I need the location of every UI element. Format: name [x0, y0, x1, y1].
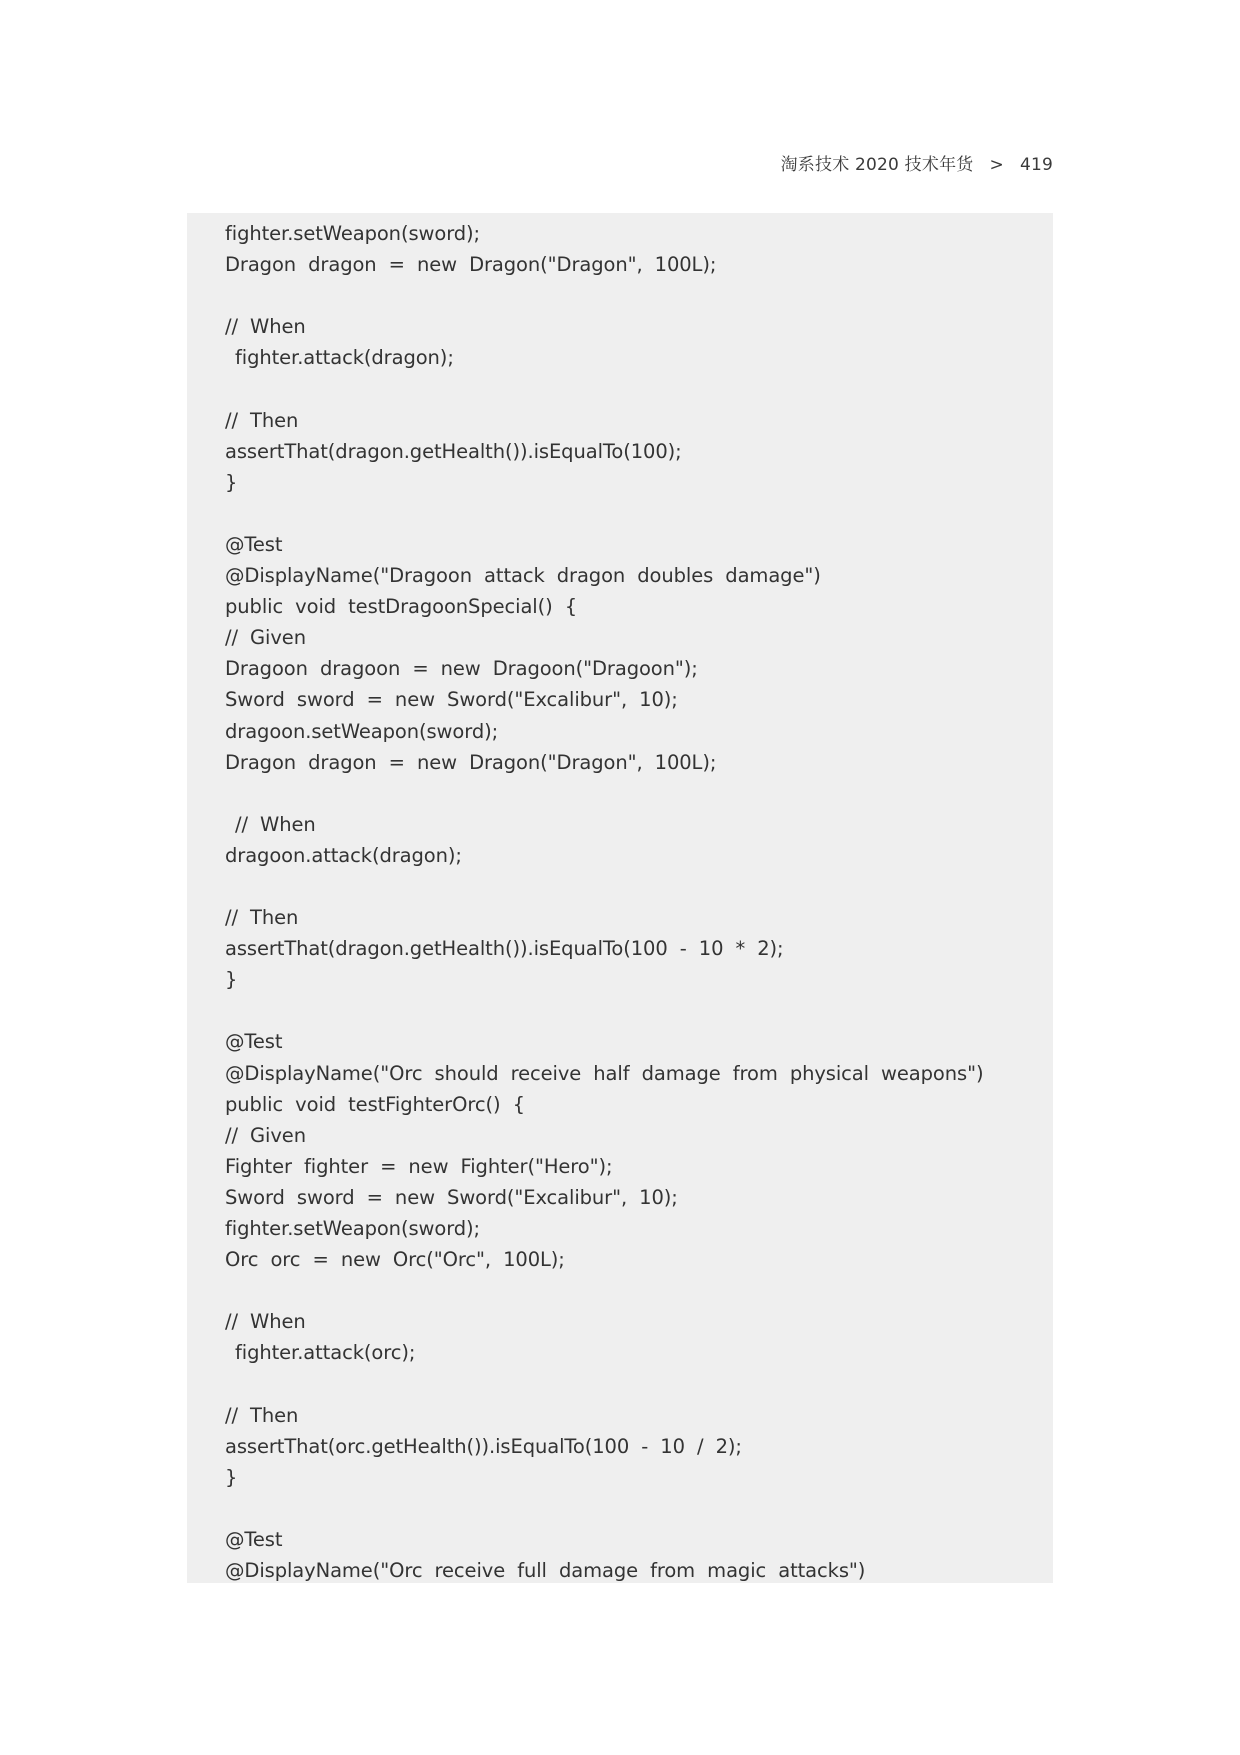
- code-line: @DisplayName("Orc should receive half damage from physical weapons"): [225, 1061, 984, 1085]
- code-line: // Given: [225, 626, 306, 650]
- code-line: public void testDragoonSpecial() {: [225, 595, 578, 619]
- code-line: @Test: [225, 1527, 283, 1551]
- code-line: [187, 871, 1053, 902]
- code-line: fighter.setWeapon(sword);: [225, 1217, 481, 1240]
- code-line: }: [225, 470, 238, 494]
- code-line: @Test: [225, 532, 283, 556]
- code-line: Dragon dragon = new Dragon("Dragon", 100L);: [225, 253, 717, 277]
- header-separator: >: [989, 155, 1004, 175]
- code-line: [187, 1275, 1053, 1306]
- code-line: assertThat(orc.getHealth()).isEqualTo(100 - 10 / 2);: [225, 1434, 742, 1458]
- code-line: [187, 498, 1053, 529]
- code-line: [187, 778, 1053, 809]
- code-line: fighter.attack(orc);: [235, 1341, 416, 1365]
- code-line: // Then: [225, 906, 299, 930]
- code-line: @DisplayName("Orc receive full damage from magic attacks"): [225, 1559, 866, 1583]
- book-title: 淘系技术 2020 技术年货: [780, 155, 974, 175]
- code-line: Fighter fighter = new Fighter("Hero");: [225, 1154, 613, 1178]
- code-line: // Then: [225, 1403, 299, 1427]
- code-line: [187, 280, 1053, 311]
- code-line: [187, 995, 1053, 1026]
- code-line: Dragoon dragoon = new Dragoon("Dragoon");: [225, 657, 698, 681]
- code-line: @Test: [225, 1030, 283, 1054]
- code-line: [187, 373, 1053, 404]
- code-line: Orc orc = new Orc("Orc", 100L);: [225, 1248, 565, 1272]
- code-line: fighter.setWeapon(sword);: [225, 222, 481, 245]
- code-line: @DisplayName("Dragoon attack dragon doubles damage"): [225, 564, 821, 588]
- code-line: [187, 1493, 1053, 1524]
- code-line: Sword sword = new Sword("Excalibur", 10);: [225, 1185, 678, 1209]
- code-block: [187, 213, 1053, 1583]
- code-line: public void testFighterOrc() {: [225, 1092, 525, 1116]
- code-line: // When: [225, 1310, 306, 1334]
- code-line: // When: [225, 315, 306, 339]
- code-line: // When: [235, 812, 316, 836]
- code-line: assertThat(dragon.getHealth()).isEqualTo(100);: [225, 439, 682, 463]
- code-line: assertThat(dragon.getHealth()).isEqualTo(100 - 10 * 2);: [225, 937, 784, 961]
- code-line: // Then: [225, 408, 299, 432]
- code-line: dragoon.setWeapon(sword);: [225, 719, 499, 743]
- code-line: Dragon dragon = new Dragon("Dragon", 100L);: [225, 750, 717, 774]
- code-line: // Given: [225, 1123, 306, 1147]
- page-number: 419: [1019, 155, 1053, 175]
- code-line: Sword sword = new Sword("Excalibur", 10);: [225, 688, 678, 712]
- code-line: dragoon.attack(dragon);: [225, 843, 462, 867]
- running-header: [781, 150, 1053, 175]
- code-line: }: [225, 1465, 238, 1489]
- code-line: }: [225, 968, 238, 992]
- code-line: fighter.attack(dragon);: [235, 346, 454, 370]
- code-line: [187, 1368, 1053, 1399]
